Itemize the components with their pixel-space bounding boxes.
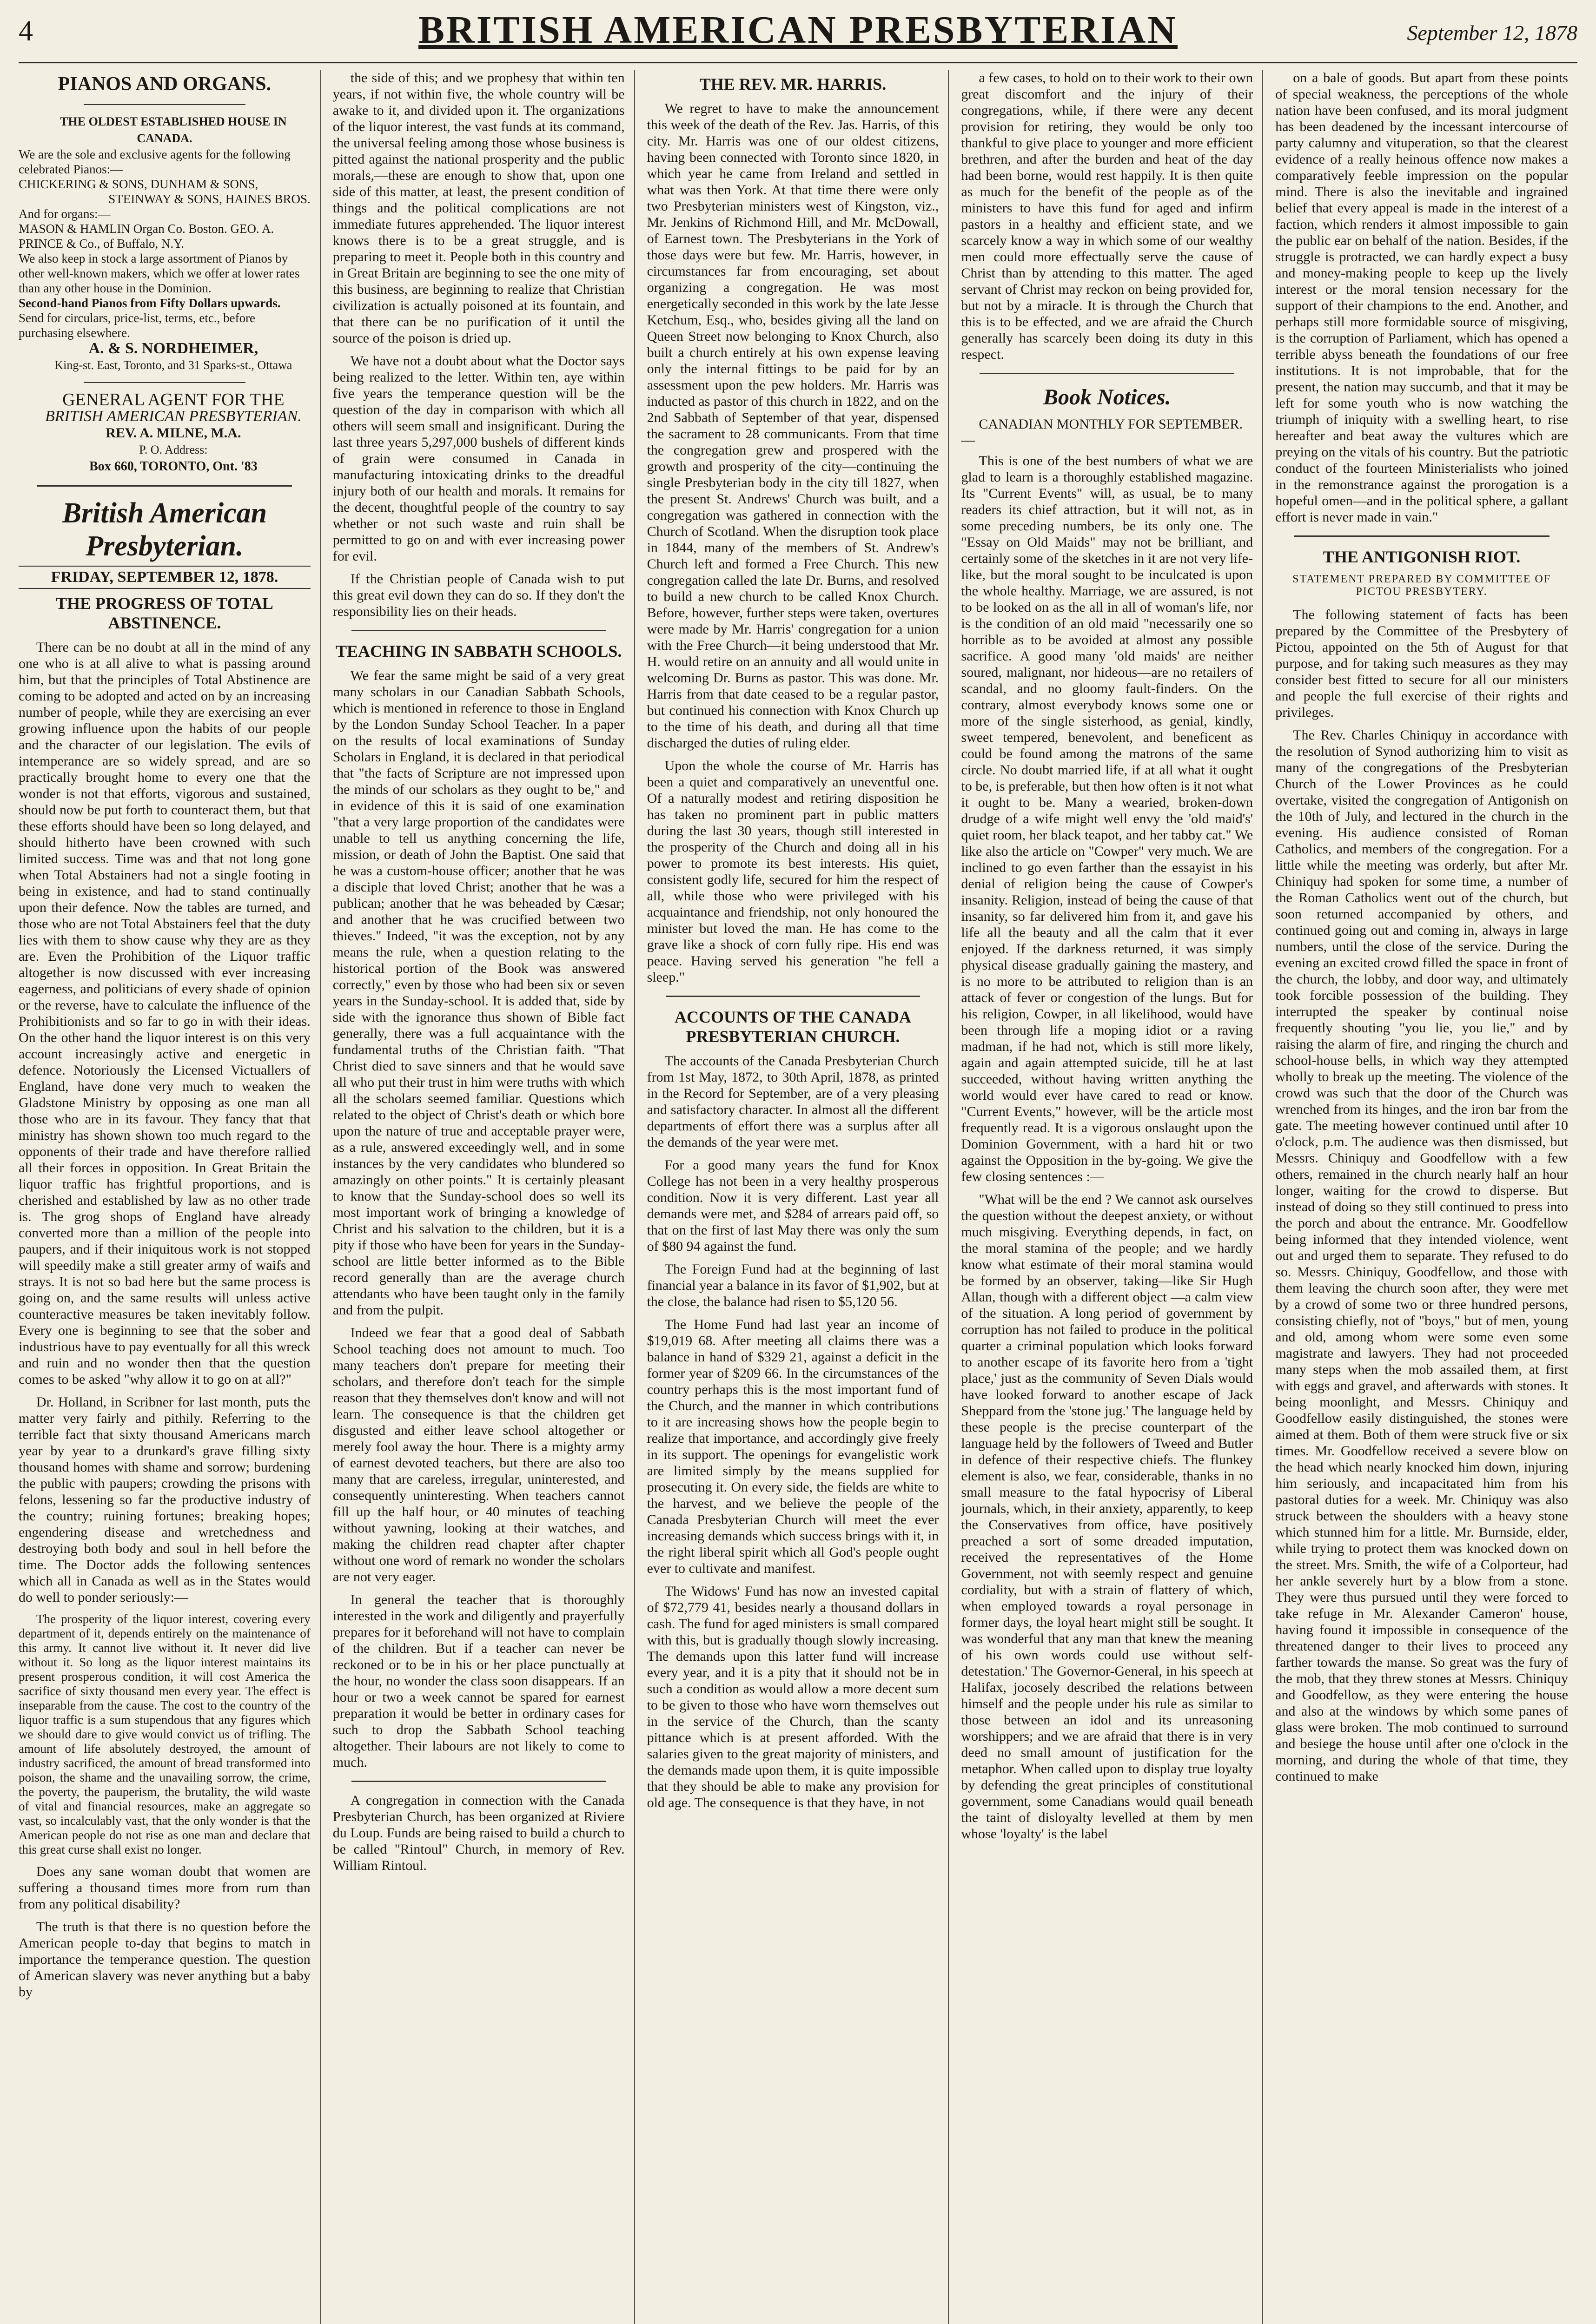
agent-ad-paper: BRITISH AMERICAN PRESBYTERIAN. — [45, 408, 302, 425]
piano-ad-title: PIANOS AND ORGANS. — [58, 73, 272, 95]
section-title-book-notices: Book Notices. — [1043, 385, 1171, 409]
divider — [351, 630, 606, 631]
paragraph: Indeed we fear that a good deal of Sabbath School teaching does not amount to much. Too many teachers don't prepare for meeting their scholars, and therefore don't teach for the simple reason that they themselves don't know and will not learn. The consequence is that the children get disgusted and either leave school altogether or merely fool away the hour. There is a mighty army of earnest devoted teachers, but there are also too many that are careless, irregular, uninterested, and consequently uninteresting. When teachers cannot fill up the half hour, or 40 minutes of teaching without yawning, looking at their watches, and making the children read chapter after chapter without one word of remark no wonder the scholars are not very eager. — [332, 1325, 625, 1585]
paragraph: In general the teacher that is thoroughly interested in the work and diligently and prayerfully prepares for it beforehand will not have to complain of the children. But if a teacher can never be reckoned or to be in his or her place punctually at the hour, no wonder the class soon disappears. If an hour or two a week cannot be spared for earnest preparation it would be better in ordinary cases for such to drop the Sabbath School teaching altogether. Their labours are not likely to come to much. — [332, 1592, 625, 1770]
paragraph: Upon the whole the course of Mr. Harris has been a quiet and comparatively an uneventful one. Of a naturally modest and retiring disposition he has taken no prominent part in public matters during the last 30 years, though still interested in the prosperity of the Church and doing all in his power to promote its best interests. His quiet, consistent godly life, secured for him the respect of all, while those who were privileged with his acquaintance and friendship, not only honoured the minister but loved the man. He has come to the grave like a shock of corn fully ripe. His end was peace. Having served his generation "he fell a sleep." — [647, 758, 939, 985]
piano-ad-second-hand: Second-hand Pianos from Fifty Dollars upwards. — [19, 296, 281, 310]
column-1 — [19, 70, 321, 2324]
agent-ad-po: P. O. Address: — [139, 443, 208, 456]
piano-ad-oldest: THE OLDEST ESTABLISHED HOUSE IN CANADA. — [60, 115, 287, 145]
paragraph: The accounts of the Canada Presbyterian Church from 1st May, 1872, to 30th April, 1878, as printed in the Record for September, are of a very pleasing and satisfactory character. In almost all the different departments of effort there was a surplus after all the demands of the year were met. — [647, 1053, 939, 1150]
article-title-accounts: ACCOUNTS OF THE CANADA PRESBYTERIAN CHURCH. — [674, 1008, 912, 1046]
quoted-paragraph: The prosperity of the liquor interest, covering every department of it, depends entirely on the maintenance of this army. It cannot live without it. It never did live without it. So long as the liquor interest maintains its present prosperous condition, it will cost America the sacrifice of sixty thousand men every year. The effect is inseparable from the cause. The cost to the country of the liquor traffic is a sum stupendous that any figures which we should dare to give would convict us of trifling. The amount of life absolutely destroyed, the amount of industry sacrificed, the amount of bread transformed into poison, the shame and the unavailing sorrow, the crime, the poverty, the pauperism, the brutality, the wild waste of vital and financial resources, make an aggregate so vast, so incalculably vast, that the only wonder is that the American people do not rise as one man and declare that this great curse shall exist no longer. — [19, 1612, 311, 1856]
divider — [84, 104, 245, 105]
article-title-riot: THE ANTIGONISH RIOT. — [1323, 548, 1521, 566]
paragraph: For a good many years the fund for Knox College has not been in a very healthy prosperous condition. Now it is very different. Last year all demands were met, and $284 of arrears paid off, so that on the first of last May there was only the sum of $80 94 against the fund. — [647, 1157, 939, 1254]
paper-flag: British American Presbyterian. — [62, 497, 267, 562]
paragraph: This is one of the best numbers of what we are glad to learn is a thoroughly established magazine. Its "Current Events" will, as usual, be to many readers its chief attraction, but it will not, as in some preceding numbers, be its only one. The "Essay on Old Maids" may not be brilliant, and certainly some of the sketches in it are not very life-like, but the moral sought to be inculcated is upon the whole healthy. Marriage, we are assured, is not to be looked on as the all in all of woman's life, nor is the condition of an old maid "necessarily one so horrible as to be avoided at almost any possible sacrifice. A good many 'old maids' are neither soured, malignant, nor hideous—are no retailers of scandal, and no gloomy fault-finders. On the contrary, almost everybody knows some one or more of the single sisterhood, as genial, kindly, sweet tempered, benevolent, and beneficent as could be found among the matrons of the same circle. No doubt married life, if at all what it ought to be, is preferable, but then how often is it not what it ought to be. Many a wearied, broken-down drudge of a wife might well envy the 'old maid's' quiet room, her black teapot, and her tabby cat." We like also the article on "Cowper" very much. We are inclined to go even farther than the essayist in his denial of religion being the cause of Cowper's insanity. Religion, instead of being the cause of that insanity, so far delivered him from it, and gave his life all the beauty and all the calm that it ever enjoyed. If the darkness returned, it was simply physical disease gradually gaining the mastery, and is no more to be attributed to religion than is an attack of fever or congestion of the lungs. But for his religion, Cowper, in all likelihood, would have been through life a moping idiot or a raving madman, if he had not, which is still more likely, again and again attempted suicide, till he at last succeeded, without having written anything the world would ever have cared to read or know. "Current Events," however, will be the article most frequently read. It is a vigorous onslaught upon the Dominion Government, with a hard hit or two against the Opposition in the by-going. We give the few closing sentences :— — [961, 453, 1253, 1184]
nordheimer-name: A. & S. NORDHEIMER, — [88, 340, 258, 357]
piano-ad-makers-right: STEINWAY & SONS, HAINES BROS. — [108, 192, 311, 206]
paragraph: We fear the same might be said of a very great many scholars in our Canadian Sabbath Schools, which is mentioned in reference to those in England by the London Sunday School Teacher. In a paper on the results of local examinations of Sunday Scholars in England, it is declared in that periodical that "the facts of Scripture are not impressed upon the minds of our scholars as they ought to be," and in evidence of this it is said of one examination "that a very large proportion of the candidates were unable to tell us anything concerning the life, mission, or death of John the Baptist. One said that he was a custom-house officer; another that he was a disciple that loved Christ; another that he was a publican; another that he was beheaded by Cæsar; and another that he was crucified between two thieves." Indeed, "it was the exception, not by any means the rule, when a question relating to the historical portion of the Book was answered correctly," even by those who had been six or seven years in the Sunday-school. It is added that, side by side with the ignorance thus shown of Bible fact generally, there was a full acquaintance with the fundamental truths of the Christian faith. "That Christ died to save sinners and that he would save all who put their trust in him were truths with which all the scholars seemed familiar. Questions which related to the object of Christ's death or which bore upon the nature of true and acceptable prayer were, as a rule, answered exceedingly well, and in some instances by the very candidates who blundered so amazingly on other points." It is certainly pleasant to know that the Sunday-school does so well its most important work of bringing a knowledge of Christ and his salvation to the children, but it is a pity if those who have been for years in the Sunday-school are little better informed as to the Bible record generally than are the average church attendants who have been taught only in the family and from the pulpit. — [332, 668, 625, 1318]
paragraph: The following statement of facts has been prepared by the Committee of the Presbytery of Pictou, appointed on the 5th of August for that purpose, and for taking such measures as they may consider best fitted to secure for all our ministers and people the full exercise of their rights and privileges. — [1275, 607, 1568, 720]
issue-dateline: FRIDAY, SEPTEMBER 12, 1878. — [19, 566, 311, 589]
paragraph: Does any sane woman doubt that women are suffering a thousand times more from rum than from any political disability? — [19, 1864, 311, 1912]
paragraph: the side of this; and we prophesy that within ten years, if not within five, the whole country will be awake to it, and divided upon it. The organizations of the liquor interest, the vast funds at its command, the universal feeling among those whose business is pitted against the national prosperity and the public morals,—these are enough to show that, upon one side of this matter, at least, the present condition of things and the political complications are not immediate futures apprehended. The liquor interest knows there is to be a great struggle, and is preparing to meet it. People both in this country and in Great Britain are beginning to see the one mity of this business, are beginning to realize that Christian civilization is actually poisoned at its fountain, and that there can be no purification of it until the source of the poison is dried up. — [332, 70, 625, 346]
divider — [351, 1781, 606, 1782]
page-number: 4 — [19, 15, 33, 47]
newspaper-title: BRITISH AMERICAN PRESBYTERIAN — [418, 8, 1178, 52]
review-title: CANADIAN MONTHLY FOR SEPTEMBER.— — [961, 416, 1243, 448]
paragraph: The Widows' Fund has now an invested capital of $72,779 41, besides nearly a thousand dollars in cash. The fund for aged ministers is small compared with this, but is gradually though slowly increasing. The demands upon this latter fund will increase every year, and it is a pity that it should not be in such a condition as would allow a more decent sum to be given to those who have worn themselves out in the service of the Church, than the scanty pittance which is at present afforded. With the salaries given to the great majority of ministers, and the demands made upon them, it is quite impossible that they should be able to make any provision for old age. The consequence is that they have, in not — [647, 1584, 939, 1810]
paragraph: on a bale of goods. But apart from these points of special weakness, the perceptions of the whole nation have been confused, and its moral judgment has been deadened by the incessant intercourse of party calumny and vituperation, so that the clearest evidence of a really heinous offence now makes a comparatively feeble impression on the popular mind. There is also the inevitable and ingrained belief that every appeal is made in the interest of a faction, which renders it almost impossible to gain the public ear on behalf of the nation. Besides, if the struggle is protracted, we can hardly expect a busy and money-making people to keep up the lively interest or the moral tension necessary for the support of their champions to the end. Another, and perhaps still more formidable source of misgiving, is the corruption of Parliament, which has opened a terrible abyss beneath the foundations of our free institutions. It is not improbable, that for the present, the nation may succumb, and that it may be left for some youth who is now watching the triumph of iniquity with a swelling heart, to rise hereafter and beat away the vultures which are preying on the vitals of his country. But the patriotic conduct of the fourteen Ministerialists who joined in the remonstrance against the prorogation is a hopeful omen—and in the political sphere, a gallant effort is never made in vain." — [1275, 70, 1568, 525]
agent-ad-title: GENERAL AGENT FOR THE — [62, 390, 285, 409]
paragraph: a few cases, to hold on to their work to their own great discomfort and the injury of their congregations, while, if there were any decent provision for retiring, they would be only too thankful to give place to younger and more efficient brethren, and after the burden and heat of the day had been borne, would rest happily. It is then quite as much for the benefit of the people as of the ministers to have this fund for aged and infirm pastors in a healthy and efficient state, and we scarcely know a way in which some of our wealthy men could more effectually serve the cause of Christ than by attending to this matter. The aged servant of Christ may reckon on being provided for, but not by a miracle. It is through the Church that this is to be effected, and we are afraid the Church generally has scarcely been doing its duty in this respect. — [961, 70, 1253, 362]
columns — [19, 70, 1577, 2324]
article-title-abstinence: THE PROGRESS OF TOTAL ABSTINENCE. — [56, 594, 273, 632]
issue-date: September 12, 1878 — [1407, 21, 1577, 45]
article-title-sabbath: TEACHING IN SABBATH SCHOOLS. — [335, 642, 622, 660]
divider — [37, 485, 292, 487]
divider — [1294, 535, 1550, 537]
paragraph: "What will be the end ? We cannot ask ourselves the question without the deepest anxiety, or without much misgiving. Everything depends, in fact, on the moral stamina of the people; and we hardly know what estimate of their moral stamina would be formed by an observer, taking—like Sir Hugh Allan, though with a different object —a calm view of the situation. A long period of government by corruption has not failed to produce in the political quarter a criminal population which looks forward to another escape of its favorite hero from a 'tight place,' just as the community of Seven Dials would have looked forward to another escape of Jack Sheppard from the 'stone jug.' The language held by these people is the precise counterpart of the language held by the followers of Tweed and Butler in defence of their respective chiefs. The flunkey element is also, we fear, considerable, thanks in no small measure to the fatal hypocrisy of Liberal journals, which, in their anxiety, apparently, to keep the Conservatives from office, have positively preached a sort of some dreaded imputation, received the representatives of the Home Government, not with seemly respect and genuine cordiality, but with a strain of flattery of which, when employed towards a royal personage in former days, the loyal heart might still be sought. It was wonderful that any man that knew the meaning of his own words could use without self-detestation.' The Governor-General, in his speech at Halifax, jocosely described the relations between himself and the people under his rule as similar to those between an idol and its unreasoning worshippers; and we are afraid that there is in very deed no small amount of justification for the metaphor. When called upon to display true loyalty by defending the great principles of constitutional government, some Canadians would quail beneath the taint of disloyalty levelled at them by men whose 'loyalty' is the label — [961, 1192, 1253, 1842]
paragraph: We regret to have to make the announcement this week of the death of the Rev. Jas. Harris, of this city. Mr. Harris was one of our oldest citizens, having been connected with Toronto since 1820, in which year he came from Ireland and settled in what was then York. At that time there were only two Presbyterian ministers west of Kingston, viz., Mr. Jenkins of Richmond Hill, and Mr. McDowall, of Earnest town. The Presbyterians in the York of those days were but few. Mr. Harris, however, in circumstances far from encouraging, set about organizing a congregation. He was most energetically seconded in this work by the late Jesse Ketchum, Esq., who, besides giving all the land on Queen Street now belonging to Knox Church, also built a church entirely at his own expense leaving only the internal fittings to be paid for by an assessment upon the pew holders. Mr. Harris was inducted as pastor of this church in 1822, and on the 2nd Sabbath of September of that year, dispensed the sacrament to 28 communicants. From that time the congregation grew and prospered with the growth and prosperity of the city—continuing the single Presbyterian body in the city till 1827, when the present St. Andrews' Church was built, and a congregation was gathered in connection with the Church of Scotland. When the disruption took place in 1844, many of the members of St. Andrew's Church left and formed a Free Church. This new congregation called the late Dr. Burns, and resolved to build a new church to be called Knox Church. Before, however, further steps were taken, overtures were made by Mr. Harris' congregation for a union with the Free Church—it being understood that Mr. H. would retire on an annuity and all would unite in welcoming Dr. Burns as pastor. This was done. Mr. Harris from that date ceased to be a regular pastor, but continued his connection with Knox Church up to the time of his death, and during all that time discharged the duties of ruling elder. — [647, 101, 939, 751]
divider — [980, 373, 1234, 374]
column-3 — [647, 70, 949, 2324]
paragraph: A congregation in connection with the Canada Presbyterian Church, has been organized at Riviere du Loup. Funds are being raised to build a church to be called "Rintoul" Church, in memory of Rev. William Rintoul. — [332, 1793, 625, 1873]
article-subtitle-riot: STATEMENT PREPARED BY COMMITTEE OF PICTOU PRESBYTERY. — [1292, 573, 1551, 598]
piano-ad-organs: And for organs:— — [19, 207, 111, 221]
paragraph: The Foreign Fund had at the beginning of last financial year a balance in its favor of $1,902, but at the close, the balance had risen to $5,120 56. — [647, 1261, 939, 1309]
column-4 — [961, 70, 1263, 2324]
column-2 — [333, 70, 635, 2324]
divider — [666, 996, 921, 997]
paragraph: We have not a doubt about what the Doctor says being realized to the letter. Within ten, aye within five years the temperance question will be the question of the day in comparison with which all others will seem small and insignificant. During the last three years 5,297,000 bushels of different kinds of grain were consumed in Canada in manufacturing intoxicating drinks to the dreadful injury both of our health and morals. It remains for the decent, thoughtful people of the country to say whether or not such waste and ruin shall be permitted to go on and with ever increasing power for evil. — [332, 353, 625, 564]
paragraph: If the Christian people of Canada wish to put this great evil down they can do so. If they don't the responsibility lies on their heads. — [332, 571, 625, 619]
agent-ad-box: Box 660, TORONTO, Ont. '83 — [89, 459, 258, 474]
masthead — [19, 7, 1577, 64]
piano-ad-makers-left: CHICKERING & SONS, DUNHAM & SONS, — [19, 177, 258, 191]
piano-ad-agents: We are the sole and exclusive agents for the following celebrated Pianos:— — [19, 147, 291, 176]
piano-ad-circulars: Send for circulars, price-list, terms, etc., before purchasing elsewhere. — [19, 311, 256, 340]
column-5 — [1275, 70, 1577, 2324]
nordheimer-address: King-st. East, Toronto, and 31 Sparks-st., Ottawa — [54, 358, 292, 372]
piano-ad-organ-makers: MASON & HAMLIN Organ Co. Boston. GEO. A. PRINCE & Co., of Buffalo, N.Y. — [19, 222, 274, 251]
piano-ad-stock: We also keep in stock a large assortment of Pianos by other well-known makers, which we offer at lower rates than any other house in the Dominion. — [19, 251, 300, 295]
paragraph: Dr. Holland, in Scribner for last month, puts the matter very fairly and pithily. Referring to the terrible fact that sixty thousand Americans march year by year to a drunkard's grave filling sixty thousand homes with shame and sorrow; burdening the public with paupers; crowding the prisons with felons, lessening so far the productive industry of the country; ruining fortunes; breaking hopes; engendering disease and wretchedness and destroying both body and soul in hell before the time. The Doctor adds the following sentences which all in Canada as well as in the States would do well to ponder seriously:— — [19, 1394, 311, 1605]
paragraph: The Rev. Charles Chiniquy in accordance with the resolution of Synod authorizing him to visit as many of the congregations of the Presbyterian Church of the Lower Provinces as he could overtake, visited the congregation of Antigonish on the 10th of July, and lectured in the church in the evening. His audience consisted of Roman Catholics, and members of the congregation. For a little while the meeting was orderly, but after Mr. Chiniquy had spoken for some time, a number of the Roman Catholics went out of the church, but soon returned accompanied by others, and continued going out and coming in, always in large numbers, until the close of the service. During the evening an excited crowd filled the space in front of the church, the lobby, and door way, and ultimately took forcible possession of the building. They interrupted the speaker by continual noise frequently shouting "you lie, you lie," and by raising the alarm of fire, and ringing the church and school-house bells, in which way they attempted wholly to break up the meeting. The violence of the crowd was such that the door of the Church was wrenched from its hinges, and the iron bar from the gate. The meeting however continued until after 10 o'clock, p.m. The audience was then dismissed, but Messrs. Chiniquy and Goodfellow with a few others, remained in the church nearly half an hour longer, waiting for the crowd to disperse. But instead of doing so they still continued to press into the porch and about the entrance. Mr. Goodfellow being informed that they intended violence, went out and urged them to separate. They refused to do so. Messrs. Chiniquy, Goodfellow, and those with them leaving the church soon after, they were met by a crowd of some two or three hundred persons, consisting chiefly, not of "boys," but of men, young and old, among whom were some even some magistrate and lawyers. They had not proceeded many steps when the mob assailed them, at first with eggs and gravel, and afterwards with stones. It being moonlight, and Messrs. Chiniquy and Goodfellow easily distinguished, the stones were aimed at them. Both of them were struck five or six times. Mr. Goodfellow received a severe blow on the head which nearly knocked him down, injuring him seriously, and incapacitated him from his pastoral duties for a week. Mr. Chiniquy was also struck between the shoulders with a heavy stone which stunned him for a little. Mr. Burnside, elder, while trying to protect them was knocked down on the street. Mrs. Smith, the wife of a Colporteur, had her ankle severely hurt by a blow from a stone. They were thus pursued until they were forced to take refuge in Mr. Alexander Cameron' house, having found it impossible in consequence of the threatened danger to their lives to proceed any farther towards the manse. So great was the fury of the mob, that they threw stones at Messrs. Chiniquy and Goodfellow, as they were entering the house and also at the windows by which some panes of glass were broken. The mob continued to surround and besiege the house until after one o'clock in the morning, and during the whole of that time, they continued to make — [1275, 727, 1568, 1784]
divider — [84, 382, 245, 383]
paragraph: The truth is that there is no question before the American people to-day that begins to match in importance the temperance question. The question of American slavery was never anything but a baby by — [19, 1919, 311, 2000]
article-title-harris: THE REV. MR. HARRIS. — [699, 75, 887, 93]
paragraph: The Home Fund had last year an income of $19,019 68. After meeting all claims there was a balance in hand of $329 21, against a deficit in the former year of $209 66. In the circumstances of the country perhaps this is the most important fund of the Church, and the manner in which contributions to it are increasing shows how the people begin to realize that importance, and accordingly give freely in its support. The openings for evangelistic work are limited simply by the means supplied for prosecuting it. On every side, the fields are white to the harvest, and we believe the people of the Canada Presbyterian Church will meet the ever increasing demands which success brings with it, in the right liberal spirit which all God's people ought ever to cultivate and manifest. — [647, 1317, 939, 1576]
paragraph: There can be no doubt at all in the mind of any one who is at all alive to what is passing around him, but that the principles of Total Abstinence are coming to be adopted and acted on by an increasing number of people, while they are exercising an ever growing influence upon the habits of our people and the character of our legislation. The evils of intemperance are so widely spread, and are so practically brought home to every one that the wonder is not that efforts, vigorous and sustained, should now be put forth to counteract them, but that these efforts should have been so long delayed, and should hitherto have been crowned with such limited success. Time was and that not long gone when Total Abstainers had not a single footing in being in existence, and had to stand continually upon their defence. Now the tables are turned, and those who are not Total Abstainers feel that the duty lies with them to show cause why they are as they are. Even the Prohibition of the Liquor traffic altogether is now discussed with ever increasing eagerness, and politicians of every shade of opinion or the reverse, have to calculate the influence of the Prohibitionists and so far to go in with their ideas. On the other hand the liquor interest is on this very account increasingly active and energetic in defence. Notoriously the Licensed Victuallers of England, have done very much to weaken the Gladstone Ministry by opposing as one man all those who are in its favour. They fancy that that ministry has shown shown too much regard to the opponents of their trade and have therefore rallied all their forces in opposition. In Great Britain the liquor traffic has frightful proportions, and is cherished and established by law as no other trade is. The grog shops of England have already converted more than a million of the people into paupers, and if their iniquitous work is not stopped will speedily make a still greater army of waifs and strays. It is not so bad here but the same process is going on, and the same results will unless active counteractive measures be taken inevitably follow. Every one is beginning to see that the sober and industrious have to pay eventually for all this wreck and ruin and no wonder then that the question comes to be asked "why allow it to go on at all?" — [19, 640, 311, 1387]
agent-ad-name: REV. A. MILNE, M.A. — [106, 425, 241, 441]
